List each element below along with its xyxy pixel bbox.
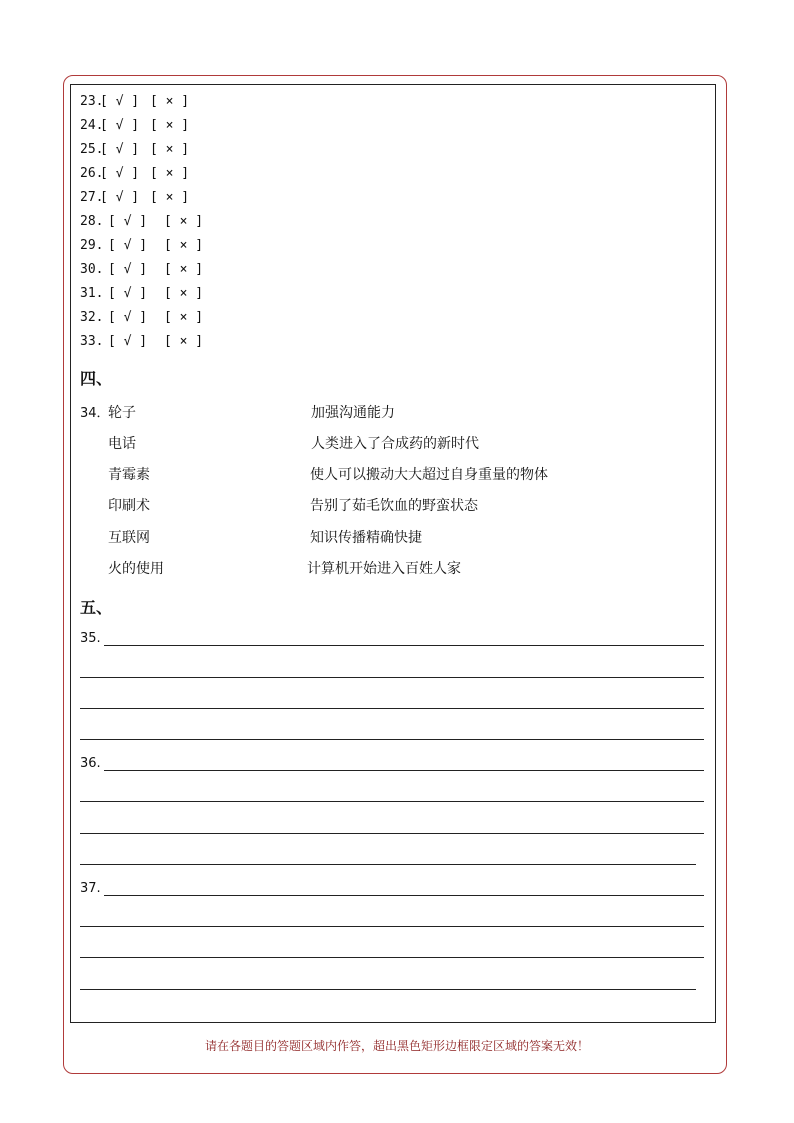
answer-line[interactable]: [104, 895, 704, 896]
answer-line[interactable]: [104, 645, 704, 646]
match-left-item[interactable]: 互联网: [108, 530, 150, 546]
match-left-item[interactable]: 火的使用: [108, 561, 164, 577]
answer-line[interactable]: [80, 739, 704, 740]
question-number: 23.: [80, 94, 104, 109]
true-mark-box[interactable]: [ √ ]: [108, 310, 148, 325]
question-number: 32.: [80, 310, 104, 325]
match-right-item[interactable]: 告别了茹毛饮血的野蛮状态: [310, 498, 478, 514]
question-number: 25.: [80, 142, 104, 157]
match-right-item[interactable]: 使人可以搬动大大超过自身重量的物体: [310, 467, 548, 483]
true-mark-box[interactable]: [ √ ]: [100, 142, 140, 157]
answer-line[interactable]: [80, 926, 704, 927]
false-mark-box[interactable]: [ × ]: [164, 262, 204, 277]
footer-notice: 请在各题目的答题区域内作答，超出黑色矩形边框限定区域的答案无效！: [204, 1039, 589, 1053]
true-mark-box[interactable]: [ √ ]: [108, 262, 148, 277]
true-mark-box[interactable]: [ √ ]: [108, 238, 148, 253]
match-right-item[interactable]: 人类进入了合成药的新时代: [311, 436, 479, 452]
match-right-item[interactable]: 加强沟通能力: [311, 405, 395, 421]
match-left-item[interactable]: 轮子: [108, 405, 136, 421]
question-34-number: 34．: [80, 406, 110, 421]
match-right-item[interactable]: 计算机开始进入百姓人家: [307, 561, 461, 577]
answer-line[interactable]: [104, 770, 704, 771]
match-left-item[interactable]: 印刷术: [108, 498, 150, 514]
answer-line[interactable]: [80, 801, 704, 802]
answer-line[interactable]: [80, 677, 704, 678]
question-37-number: 37.: [80, 881, 101, 896]
question-number: 24.: [80, 118, 104, 133]
false-mark-box[interactable]: [ × ]: [150, 166, 190, 181]
false-mark-box[interactable]: [ × ]: [164, 214, 204, 229]
false-mark-box[interactable]: [ × ]: [150, 190, 190, 205]
false-mark-box[interactable]: [ × ]: [164, 334, 204, 349]
question-35-number: 35.: [80, 631, 101, 646]
true-mark-box[interactable]: [ √ ]: [100, 118, 140, 133]
answer-line[interactable]: [80, 708, 704, 709]
section-four-heading: 四、: [80, 369, 113, 388]
question-number: 26.: [80, 166, 104, 181]
true-mark-box[interactable]: [ √ ]: [100, 190, 140, 205]
match-left-item[interactable]: 青霉素: [108, 467, 150, 483]
true-mark-box[interactable]: [ √ ]: [108, 334, 148, 349]
false-mark-box[interactable]: [ × ]: [150, 94, 190, 109]
question-number: 30.: [80, 262, 104, 277]
false-mark-box[interactable]: [ × ]: [164, 310, 204, 325]
true-mark-box[interactable]: [ √ ]: [100, 94, 140, 109]
answer-line[interactable]: [80, 957, 704, 958]
question-number: 31.: [80, 286, 104, 301]
question-number: 27.: [80, 190, 104, 205]
question-36-number: 36.: [80, 756, 101, 771]
question-number: 29.: [80, 238, 104, 253]
answer-line[interactable]: [80, 989, 696, 990]
match-right-item[interactable]: 知识传播精确快捷: [310, 530, 422, 546]
question-number: 28.: [80, 214, 104, 229]
answer-line[interactable]: [80, 833, 704, 834]
answer-line[interactable]: [80, 864, 696, 865]
false-mark-box[interactable]: [ × ]: [150, 142, 190, 157]
true-mark-box[interactable]: [ √ ]: [108, 286, 148, 301]
true-mark-box[interactable]: [ √ ]: [108, 214, 148, 229]
false-mark-box[interactable]: [ × ]: [150, 118, 190, 133]
question-number: 33.: [80, 334, 104, 349]
match-left-item[interactable]: 电话: [108, 436, 136, 452]
false-mark-box[interactable]: [ × ]: [164, 238, 204, 253]
false-mark-box[interactable]: [ × ]: [164, 286, 204, 301]
true-mark-box[interactable]: [ √ ]: [100, 166, 140, 181]
section-five-heading: 五、: [80, 598, 113, 617]
